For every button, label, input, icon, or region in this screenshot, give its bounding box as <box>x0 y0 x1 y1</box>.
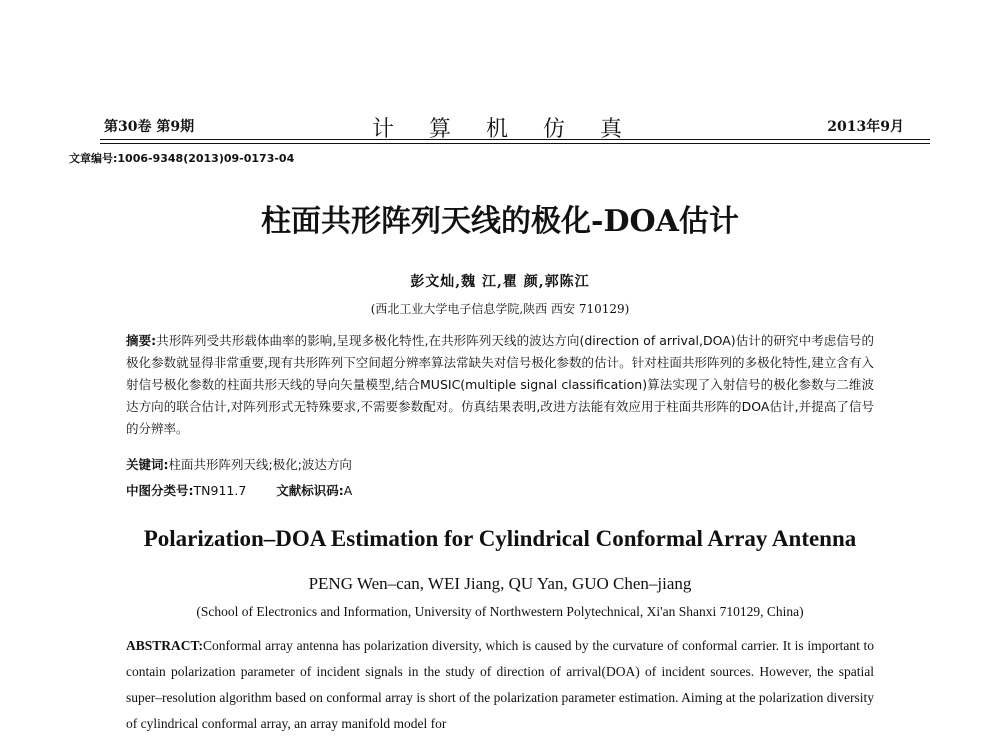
volume-issue: 第30卷 第9期 <box>104 119 195 135</box>
doc-code-label: 文献标识码: <box>276 483 344 498</box>
authors-english: PENG Wen–can, WEI Jiang, QU Yan, GUO Chen–jiang <box>308 574 692 593</box>
keywords <box>126 455 352 473</box>
clc-value: TN911.7 <box>193 483 247 498</box>
abstract-english <box>126 633 874 737</box>
abstract-english-text: Conformal array antenna has polarization diversity, which is caused by the curvature of conformal carrier. It is important to contain polarization parameter of incident signals in the study of direction of arrival(DOA) of incident sources. However, the spatial super–resolution algorithm based on conformal array is short of the polarization parameter estimation. Aiming at the polarization diversity of cylindrical conformal array, an array manifold model for <box>126 638 874 731</box>
running-header <box>104 112 904 142</box>
journal-name: 计 算 机 仿 真 <box>372 117 636 142</box>
title-chinese: 柱面共形阵列天线的极化-DOA估计 <box>261 204 739 239</box>
issue-date: 2013年9月 <box>827 119 904 135</box>
doc-code-value: A <box>343 483 353 498</box>
authors-chinese: 彭文灿,魏 江,瞿 颜,郭陈江 <box>410 274 590 290</box>
affiliation-chinese: (西北工业大学电子信息学院,陕西 西安 710129) <box>370 302 630 316</box>
title-english: Polarization–DOA Estimation for Cylindrical Conformal Array Antenna <box>143 526 857 551</box>
article-number: 文章编号:1006-9348(2013)09-0173-04 <box>69 152 295 165</box>
header-rule-bottom <box>100 143 930 144</box>
header-rule-top <box>100 139 930 140</box>
keywords-label: 关键词: <box>126 457 169 472</box>
abstract-chinese-label: 摘要: <box>126 333 157 348</box>
abstract-chinese-text: 共形阵列受共形载体曲率的影响,呈现多极化特性,在共形阵列天线的波达方向(direction of arrival,DOA)估计的研究中考虑信号的极化参数就显得非常重要,现有共形阵列下空间超分辨率算法常缺失对信号极化参数的估计。针对柱面共形阵列的多极化特性,建立含有入射信号极化参数的柱面共形天线的导向矢量模型,结合MUSIC(multiple signal classification)算法实现了入射信号的极化参数与二维波达方向的联合估计,对阵列形式无特殊要求,不需要参数配对。仿真结果表明,改进方法能有效应用于柱面共形阵的DOA估计,并提高了信号的分辨率。 <box>126 333 875 436</box>
classification <box>126 481 352 499</box>
clc-label: 中图分类号: <box>126 483 194 498</box>
affiliation-english: (School of Electronics and Information, University of Northwestern Polytechnical, Xi'an Shanxi 710129, China) <box>196 604 804 619</box>
keywords-text: 柱面共形阵列天线;极化;波达方向 <box>168 457 352 472</box>
abstract-english-label: ABSTRACT: <box>126 638 204 653</box>
abstract-chinese <box>126 330 874 440</box>
